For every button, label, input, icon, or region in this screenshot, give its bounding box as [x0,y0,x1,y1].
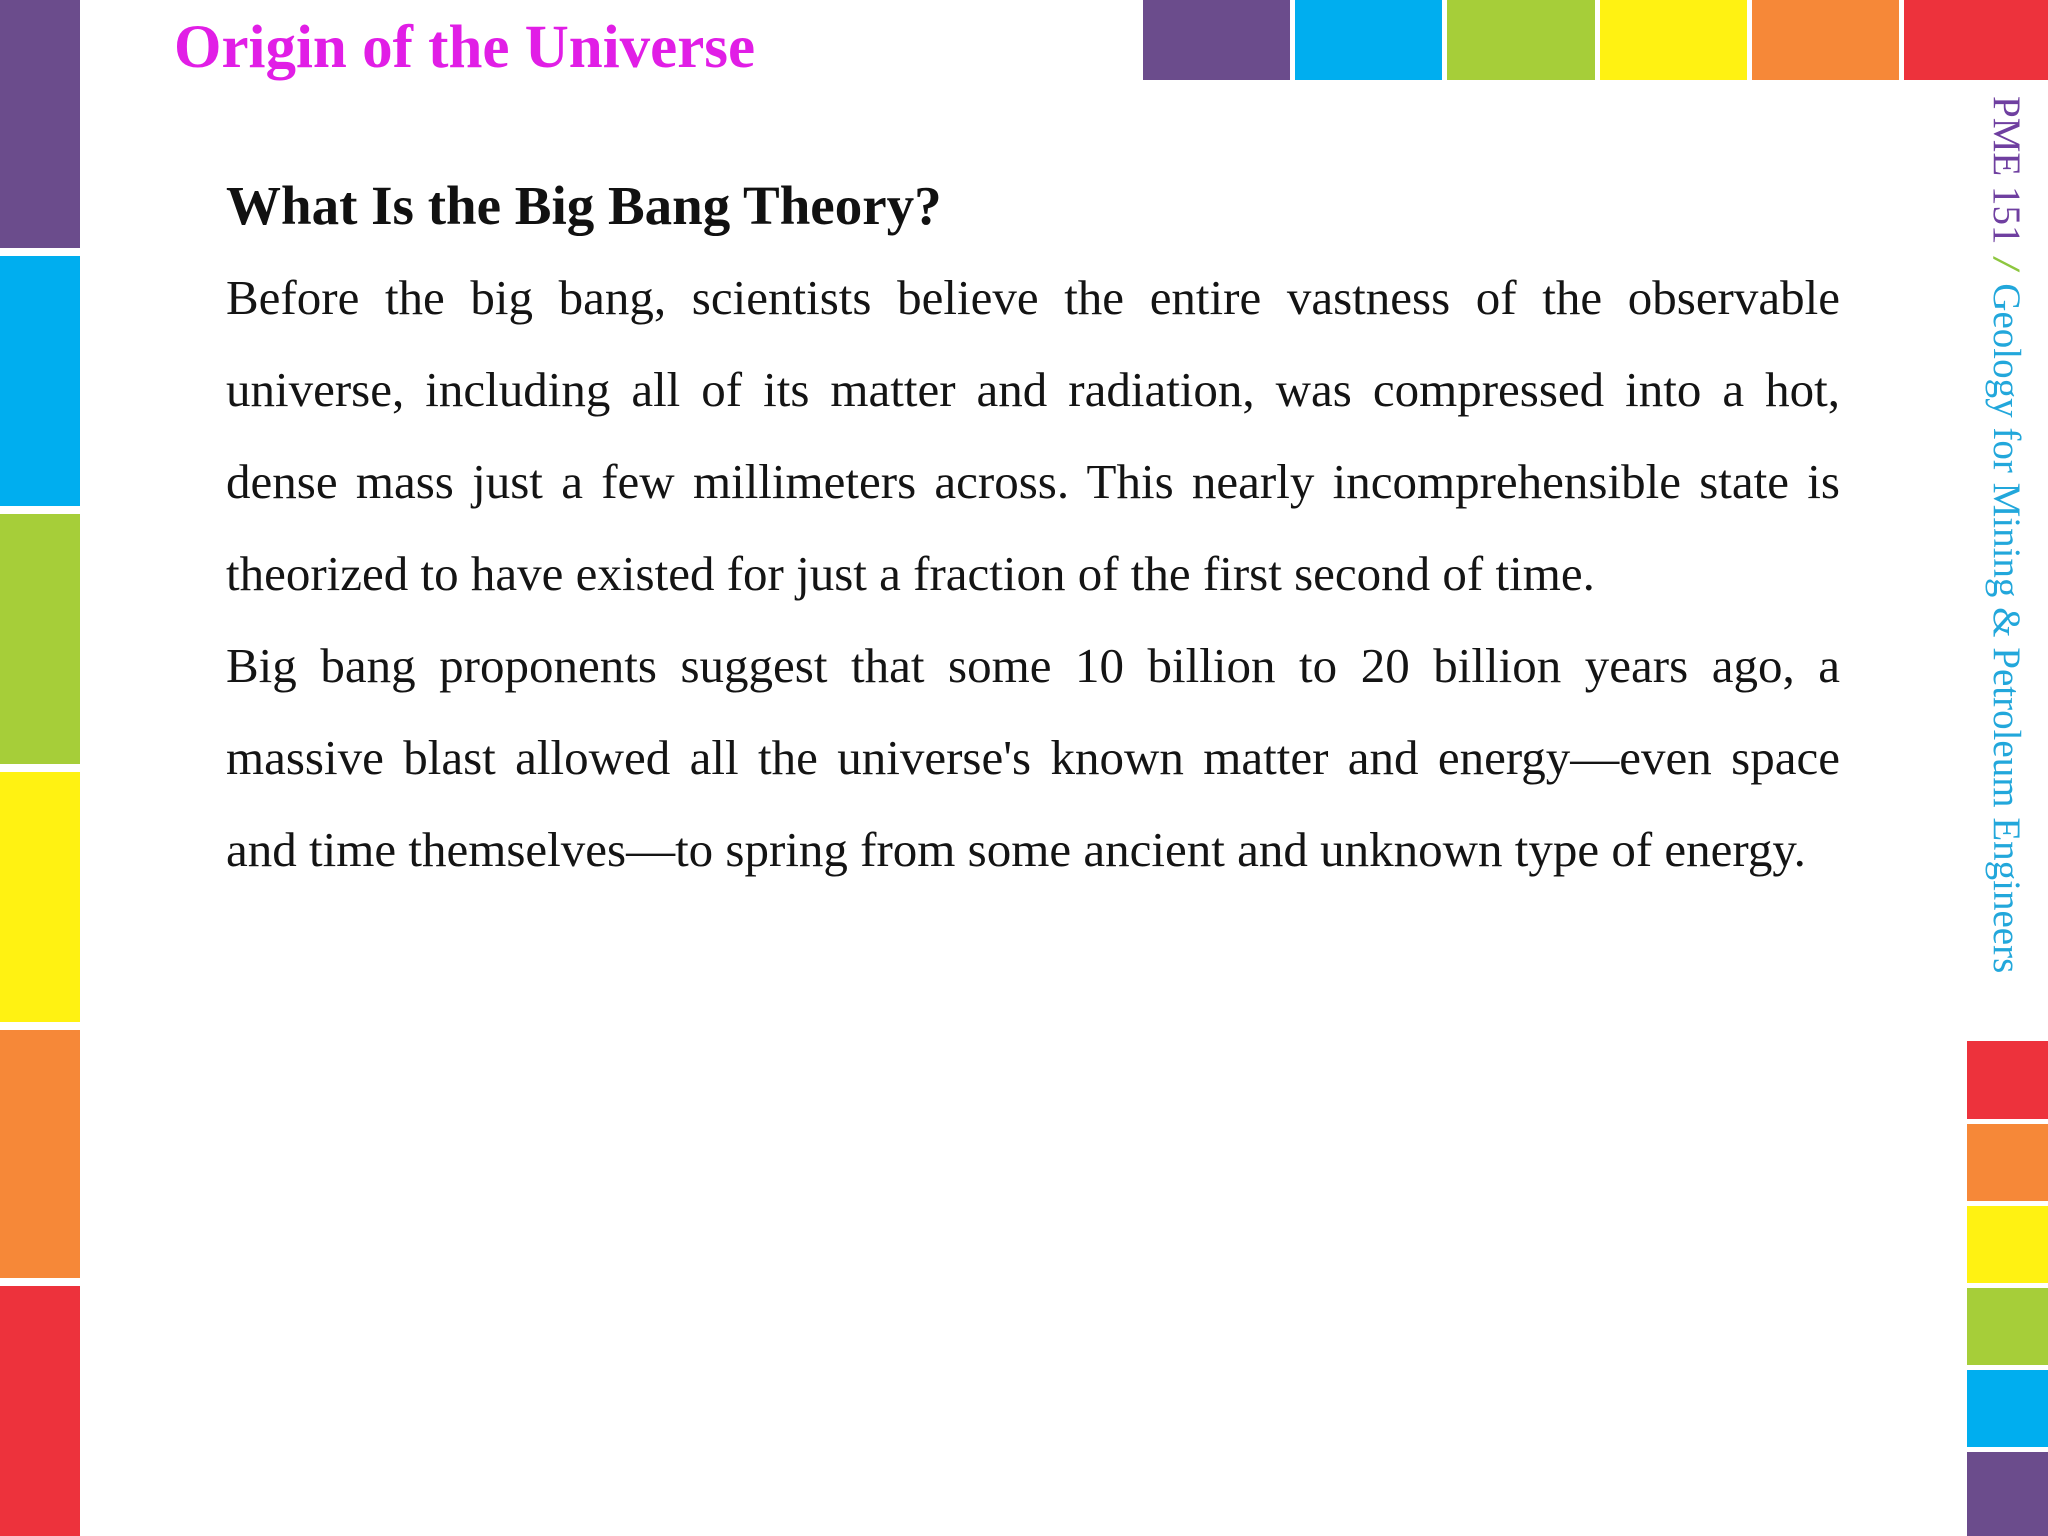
slide-title: Origin of the Universe [174,14,756,81]
slide-content [226,160,1840,896]
course-subject: Geology for Mining & Petroleum Engineers [1985,283,2028,974]
section-heading: What Is the Big Bang Theory? [226,175,942,236]
left-color-bar [0,0,80,1536]
right-block-blue [1967,1370,2048,1447]
right-color-stack [1967,1041,2048,1536]
course-caption [1984,96,2028,973]
right-block-purple [1967,1452,2048,1536]
paragraph-1: Before the big bang, scientists believe the entire vastness of the observable universe, including all of its matter and radiation, was compressed into a hot, dense mass just a few millimeters across. This nearly incomprehensible state is theorized to have existed for just a fraction of the first second of time. [226,270,1840,601]
left-bar-orange [0,1030,80,1278]
caption-separator: / [1985,258,2028,270]
top-block-red [1904,0,2048,80]
left-bar-yellow [0,772,80,1022]
left-bar-red [0,1286,80,1536]
right-block-yellow [1967,1206,2048,1283]
top-color-blocks [1143,0,2048,80]
left-bar-blue [0,256,80,506]
top-block-green [1447,0,1595,80]
right-block-red [1967,1041,2048,1119]
top-block-yellow [1600,0,1747,80]
top-block-purple [1143,0,1290,80]
top-block-blue [1295,0,1442,80]
left-bar-purple [0,0,80,248]
top-block-orange [1752,0,1899,80]
right-block-green [1967,1288,2048,1365]
paragraph-2: Big bang proponents suggest that some 10 billion to 20 billion years ago, a massive blast allowed all the universe's known matter and energy—even space and time themselves—to spring from some ancient and unknown type of energy. [226,638,1840,877]
left-bar-green [0,514,80,764]
right-block-orange [1967,1124,2048,1201]
course-code: PME 151 [1985,96,2028,245]
